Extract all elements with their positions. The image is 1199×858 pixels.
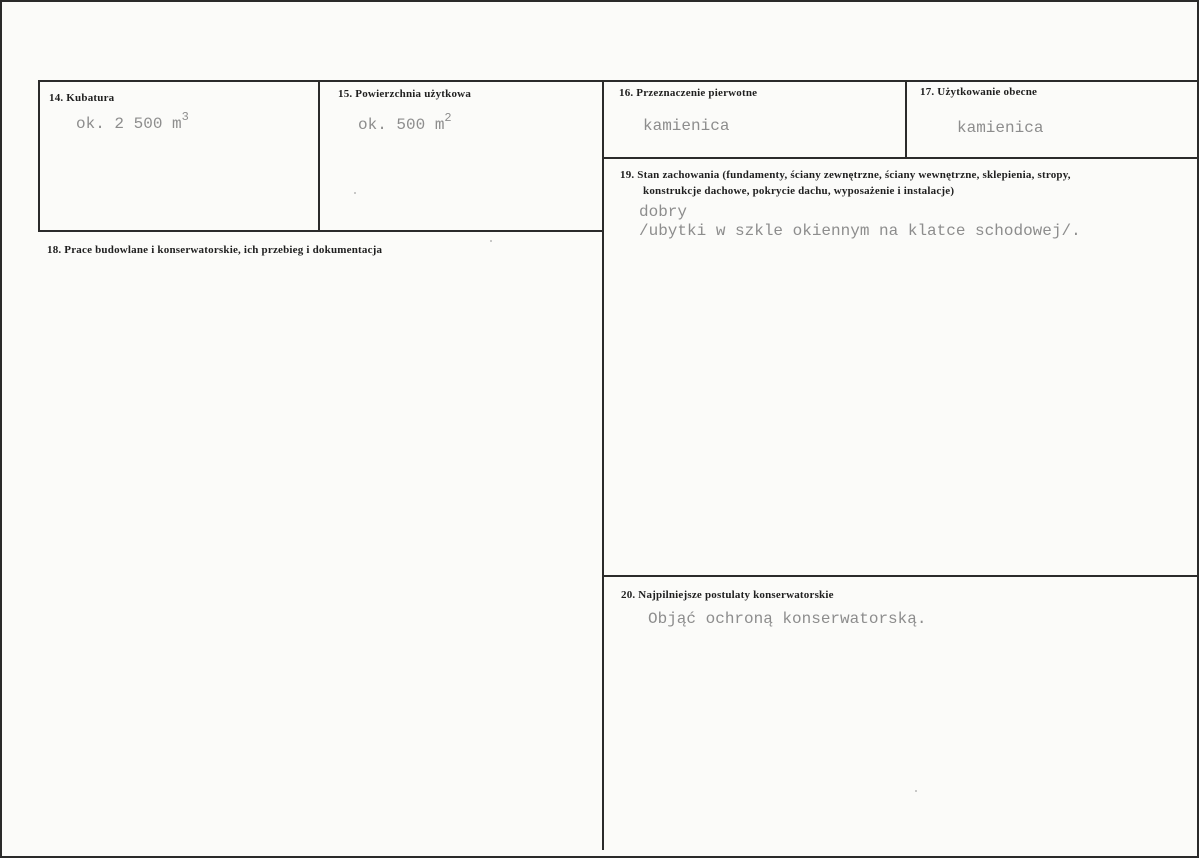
rule-right-lower: [604, 575, 1199, 577]
field-16-value: kamienica: [643, 117, 730, 135]
field-17-value: kamienica: [957, 119, 1044, 137]
field-14-value: [76, 110, 189, 135]
rule-right-upper: [604, 157, 1199, 159]
field-18-label: 18. Prace budowlane i konserwatorskie, ich przebieg i dokumentacja: [47, 244, 383, 256]
rule-top-row: [38, 80, 1199, 82]
field-19-value-line2: /ubytki w szkle okiennym na klatce schodowej/.: [639, 222, 1081, 240]
field-15-value: [358, 111, 452, 136]
field-14-label: 14. Kubatura: [49, 92, 115, 104]
paper-speck: [915, 790, 917, 792]
rule-center: [602, 80, 604, 850]
rule-left-edge: [38, 80, 40, 232]
field-17-label: 17. Użytkowanie obecne: [920, 86, 1038, 98]
field-14-value-text: ok. 2 500 m: [76, 115, 182, 133]
field-19-value-line1: dobry: [639, 203, 688, 221]
rule-left-middle: [38, 230, 604, 232]
rule-col-14-15: [318, 80, 320, 232]
field-15-exponent: 2: [444, 111, 452, 125]
field-16-label: 16. Przeznaczenie pierwotne: [619, 87, 758, 99]
field-15-label: 15. Powierzchnia użytkowa: [338, 88, 472, 100]
field-19-label-line2: konstrukcje dachowe, pokrycie dachu, wyposażenie i instalacje): [643, 185, 955, 197]
field-15-value-text: ok. 500 m: [358, 116, 445, 134]
field-19-label-line1: 19. Stan zachowania (fundamenty, ściany zewnętrzne, ściany wewnętrzne, sklepienia, stropy,: [620, 169, 1071, 181]
field-14-exponent: 3: [181, 110, 189, 124]
rule-col-16-17: [905, 80, 907, 158]
field-20-label: 20. Najpilniejsze postulaty konserwatorskie: [621, 589, 834, 601]
field-20-value: Objąć ochroną konserwatorską.: [648, 610, 927, 628]
paper-speck: [354, 192, 356, 194]
paper-speck: [490, 240, 492, 242]
